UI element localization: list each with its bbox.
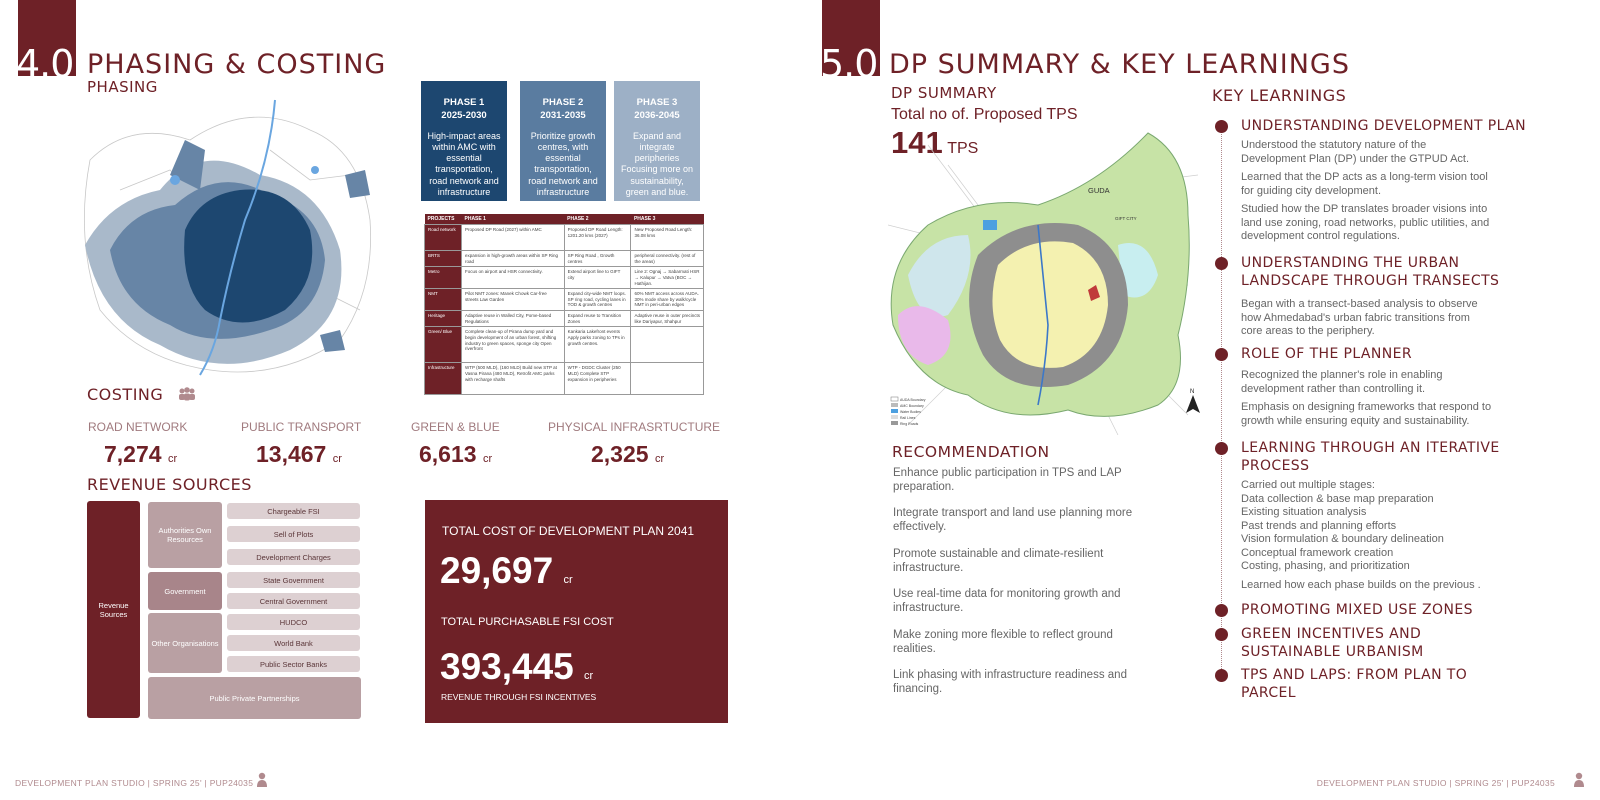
- rec-line: preparation.: [893, 481, 955, 493]
- timeline-line: [1221, 127, 1222, 677]
- learning-line: Data collection & base map preparation: [1241, 492, 1434, 505]
- cost-label-green: GREEN & BLUE: [411, 420, 500, 434]
- cost-label-transport: PUBLIC TRANSPORT: [241, 420, 362, 434]
- rec-line: infrastructure.: [893, 562, 964, 574]
- cost-unit: cr: [332, 453, 342, 465]
- cost-value-infra: [591, 441, 664, 468]
- table-row: [425, 363, 704, 395]
- rec-line: Make zoning more flexible to reflect ground: [893, 629, 1113, 641]
- table-cell: Adaptive reuse in Walled City, Pome-based Regulations: [462, 311, 565, 327]
- tps-label: Total no of. Proposed TPS: [891, 106, 1078, 123]
- phase-1-box: [421, 81, 507, 201]
- learning-title: [1241, 666, 1467, 702]
- revenue-item: Sell of Plots: [227, 526, 360, 542]
- cost-unit: cr: [167, 453, 178, 465]
- dp-summary-heading: DP SUMMARY: [891, 84, 997, 102]
- timeline-dot: [1215, 628, 1228, 641]
- table-cell: peripheral connectivity. (rest of the areas): [631, 251, 704, 267]
- learning-line: Began with a transect-based analysis to observe: [1241, 298, 1478, 310]
- table-row: [425, 311, 704, 327]
- revenue-ppp: Public Private Partnerships: [148, 677, 361, 719]
- phase-3-years: 2036-2045: [634, 109, 680, 121]
- fsi-note: REVENUE THROUGH FSI INCENTIVES: [441, 692, 597, 702]
- learning-line: Understood the statutory nature of the: [1241, 139, 1427, 151]
- legend-item: Water Bodies: [900, 410, 921, 414]
- learning-line: land use zoning, road networks, public utilities, and: [1241, 216, 1490, 229]
- learning-line: Emphasis on designing frameworks that respond to: [1241, 401, 1492, 413]
- learning-line: Studied how the DP translates broader visions into: [1241, 203, 1488, 215]
- table-cell: Road network: [425, 225, 462, 251]
- phase-2-name: PHASE 2: [542, 97, 584, 108]
- person-icon: [1573, 772, 1585, 788]
- learning-title-line: TPS AND LAPS: FROM PLAN TO: [1241, 667, 1468, 683]
- cost-label-infra: PHYSICAL INFRASRTUCTURE: [548, 420, 721, 434]
- learning-title-line: UNDERSTANDING THE URBAN: [1241, 255, 1460, 271]
- total-cost-unit: cr: [563, 574, 573, 586]
- table-cell: expansion in high-growth areas within SP Ring road: [462, 251, 565, 267]
- table-row: [425, 289, 704, 311]
- table-cell: Adaptive reuse in outer precincts like Dariyapur, Shahpur: [631, 311, 704, 327]
- table-header: PHASE 3: [631, 214, 704, 225]
- learning-line: Past trends and planning efforts: [1241, 519, 1397, 532]
- section-4-number: 4.0: [16, 42, 74, 86]
- learning-title: PROMOTING MIXED USE ZONES: [1241, 602, 1473, 618]
- recommendation-item: [893, 668, 1127, 696]
- north-label: N: [1190, 389, 1195, 395]
- map-legend: [891, 397, 926, 426]
- rec-line: infrastructure.: [893, 602, 964, 614]
- revenue-item: HUDCO: [227, 614, 360, 630]
- section-4-title: PHASING & COSTING: [87, 49, 387, 80]
- recommendation-item: [893, 466, 1122, 494]
- footer-left: DEVELOPMENT PLAN STUDIO | SPRING 25' | PUP24035: [15, 778, 254, 788]
- phase-3-box: [614, 81, 700, 201]
- table-cell: Green/ Blue: [425, 327, 462, 363]
- timeline-dot: [1215, 669, 1228, 682]
- north-arrow-icon: [1186, 389, 1200, 413]
- rec-line: Link phasing with infrastructure readiness and: [893, 669, 1127, 681]
- land-use-map: [888, 125, 1206, 435]
- table-row: [425, 251, 704, 267]
- learning-line: Development Plan (DP) under the GTPUD Act.: [1241, 152, 1470, 165]
- revenue-item: Chargeable FSI: [227, 503, 360, 519]
- cost-unit: cr: [482, 453, 493, 465]
- total-cost-box: [425, 500, 728, 723]
- phase-3-desc: Expand and integrate peripheries Focusing more on sustainability, green and blue.: [620, 130, 694, 197]
- learning-title: [1241, 625, 1424, 661]
- recommendation-item: [893, 587, 1121, 615]
- tps-unit: TPS: [947, 140, 979, 157]
- learning-body: [1241, 298, 1478, 339]
- recommendation-item: [893, 628, 1113, 656]
- rec-line: realities.: [893, 643, 936, 655]
- learning-line: Learned how each phase builds on the previous .: [1241, 578, 1481, 591]
- rec-line: Enhance public participation in TPS and LAP: [893, 467, 1122, 479]
- revenue-item: State Government: [227, 572, 360, 588]
- learning-line: Learned that the DP acts as a long-term vision tool: [1241, 171, 1488, 183]
- table-cell: Expand reuse to Transition Zones: [564, 311, 631, 327]
- table-cell: Heritage: [425, 311, 462, 327]
- revenue-root: Revenue Sources: [87, 501, 140, 718]
- revenue-item: World Bank: [227, 635, 360, 651]
- legend-item: AUDA Boundary: [900, 398, 926, 402]
- legend-item: AMC Boundary: [900, 404, 924, 408]
- rec-line: Promote sustainable and climate-resilient: [893, 548, 1104, 560]
- table-cell: Complete clean-up of Pirana dump yard and begin development of an urban forest, shifting industry to green spaces, sponge city Open riverfront: [462, 327, 565, 363]
- table-cell: WTP (500 MLD), (160 MLD) Build new STP at Vasna Pirana (480 MLD), Retrofit AMC parks with recharge shafts: [462, 363, 565, 395]
- total-cost-label: TOTAL COST OF DEVELOPMENT PLAN 2041: [442, 524, 695, 538]
- footer-right: DEVELOPMENT PLAN STUDIO | SPRING 25' | PUP24035: [1316, 778, 1555, 788]
- table-header: PROJECTS: [425, 214, 462, 225]
- table-cell: Pilot NMT zones: Manek Chowk Car-free streets Law Garden: [462, 289, 565, 311]
- table-row: [425, 267, 704, 289]
- phase-1-name: PHASE 1: [443, 97, 485, 108]
- learning-body: [1241, 479, 1481, 592]
- learning-title-line: SUSTAINABLE URBANISM: [1241, 644, 1424, 660]
- learning-title: [1241, 439, 1500, 475]
- section-5-number: 5.0: [820, 42, 878, 86]
- timeline-dot: [1215, 442, 1228, 455]
- phasing-map: [70, 80, 380, 380]
- recommendation-heading: RECOMMENDATION: [892, 443, 1050, 461]
- learning-title-line: GREEN INCENTIVES AND: [1241, 626, 1422, 642]
- people-icon: [178, 387, 196, 401]
- cost-number: 7,274: [104, 441, 162, 467]
- person-icon: [256, 772, 268, 788]
- revenue-item: Public Sector Banks: [227, 656, 360, 672]
- recommendation-item: [893, 547, 1103, 575]
- rec-line: Use real-time data for monitoring growth and: [893, 588, 1121, 600]
- revenue-group-other: Other Organisations: [148, 613, 222, 673]
- revenue-heading: REVENUE SOURCES: [87, 475, 252, 494]
- learning-line: core areas to the periphery.: [1241, 325, 1375, 337]
- revenue-group-own: Authorities Own Resources: [148, 502, 222, 568]
- phase-3-name: PHASE 3: [636, 97, 678, 108]
- timeline-dot: [1215, 348, 1228, 361]
- table-cell: WTP - DGDC Cluster (250 MLD) Complete STP expansion in peripheries: [564, 363, 631, 395]
- cost-label-road: ROAD NETWORK: [88, 420, 188, 434]
- cost-number: 13,467: [256, 441, 327, 467]
- table-cell: Metro: [425, 267, 462, 289]
- costing-heading: COSTING: [87, 385, 164, 404]
- learning-title-line: LANDSCAPE THROUGH TRANSECTS: [1241, 273, 1500, 289]
- learning-title-line: PARCEL: [1241, 685, 1296, 701]
- learning-line: Carried out multiple stages:: [1241, 479, 1375, 491]
- cost-number: 6,613: [419, 441, 477, 467]
- learning-line: development control regulations.: [1241, 230, 1400, 242]
- table-cell: Line 2: Ognaj → Sabarmati HSR → Kalupur → Vatva (BOC → Hathijan.: [631, 267, 704, 289]
- cost-number: 2,325: [591, 441, 649, 467]
- fsi-cost-number: 393,445: [440, 646, 574, 687]
- learning-line: growth while ensuring equity and sustainability.: [1241, 414, 1470, 427]
- learning-line: Recognized the planner's role in enabling: [1241, 369, 1443, 381]
- learning-line: Costing, phasing, and prioritization: [1241, 560, 1410, 572]
- table-cell: Infrastructure: [425, 363, 462, 395]
- revenue-group-government: Government: [148, 572, 222, 610]
- revenue-item: Development Charges: [227, 549, 360, 565]
- learning-line: Vision formulation & boundary delineation: [1241, 533, 1444, 545]
- cost-value-road: [104, 441, 177, 468]
- phase-2-desc: Prioritize growth centres, with essential transportation, road network and infrastructure: [528, 130, 598, 197]
- learning-title-line: LEARNING THROUGH AN ITERATIVE: [1241, 440, 1500, 456]
- table-row: [425, 225, 704, 251]
- learning-body: [1241, 139, 1489, 244]
- tps-number: 141: [891, 125, 943, 160]
- table-cell: New Proposed Road Length: 36.08 kms: [631, 225, 704, 251]
- table-header: PHASE 1: [462, 214, 565, 225]
- fsi-cost-unit: cr: [584, 670, 594, 682]
- total-cost-value: [440, 550, 573, 592]
- table-cell: Kankaria Lakefront events Apply parks zoning to TPs in growth centres.: [564, 327, 631, 363]
- learning-title-line: PROCESS: [1241, 458, 1310, 474]
- table-cell: Extend airport line to GIFT city: [564, 267, 631, 289]
- cost-unit: cr: [654, 453, 665, 465]
- total-cost-number: 29,697: [440, 550, 554, 591]
- learning-line: development rather than controlling it.: [1241, 382, 1426, 395]
- key-learnings-heading: KEY LEARNINGS: [1212, 86, 1347, 105]
- revenue-item: Central Government: [227, 593, 360, 609]
- rec-line: Integrate transport and land use planning more: [893, 507, 1133, 519]
- table-cell: BRTS: [425, 251, 462, 267]
- learning-title: ROLE OF THE PLANNER: [1241, 346, 1412, 362]
- cost-value-transport: [256, 441, 342, 468]
- section-5-title: DP SUMMARY & KEY LEARNINGS: [889, 49, 1350, 80]
- learning-line: how Ahmedabad's urban fabric transitions from: [1241, 311, 1470, 324]
- phase-1-desc: High-impact areas within AMC with essential transportation, road network and infrastructure: [427, 130, 501, 197]
- legend-item: Rail Lines: [900, 416, 916, 420]
- timeline-dot: [1215, 257, 1228, 270]
- phase-2-box: [520, 81, 606, 201]
- table-row: [425, 327, 704, 363]
- recommendation-item: [893, 506, 1132, 534]
- learning-line: Conceptual framework creation: [1241, 546, 1394, 559]
- learning-line: Existing situation analysis: [1241, 506, 1367, 518]
- fsi-cost-label: TOTAL PURCHASABLE FSI COST: [441, 616, 614, 628]
- phasing-table: [424, 214, 704, 395]
- table-cell: Expand city-wide NMT loops. SP ring road, cycling lanes in TOD & growth centres: [564, 289, 631, 311]
- table-cell: 60% NMT access across AUDA. 30% mode share by walk/cycle NMT in peri-urban edges: [631, 289, 704, 311]
- timeline-dot: [1215, 120, 1228, 133]
- table-cell: Proposed DP Road Length: 1201.20 kms (2027): [564, 225, 631, 251]
- learning-title: [1241, 254, 1499, 290]
- table-cell: SP Ring Road , Growth centres: [564, 251, 631, 267]
- table-cell: NMT: [425, 289, 462, 311]
- table-cell: [631, 327, 704, 363]
- timeline-dot: [1215, 604, 1228, 617]
- learning-title: UNDERSTANDING DEVELOPMENT PLAN: [1241, 118, 1526, 134]
- table-cell: [631, 363, 704, 395]
- rec-line: effectively.: [893, 521, 947, 533]
- map-label-guda: GUDA: [1088, 186, 1110, 195]
- cost-value-green: [419, 441, 492, 468]
- learning-body: [1241, 369, 1491, 428]
- table-cell: Focus on airport and HSR connectivity.: [462, 267, 565, 289]
- phase-1-years: 2025-2030: [441, 109, 487, 121]
- learning-line: for guiding city development.: [1241, 184, 1382, 197]
- table-cell: Proposed DP Road (2027) within AMC: [462, 225, 565, 251]
- legend-item: Ring Roads: [900, 422, 919, 426]
- phasing-heading: PHASING: [87, 78, 158, 96]
- rec-line: financing.: [893, 683, 943, 695]
- map-label-gift: GIFT CITY: [1115, 216, 1137, 221]
- table-header: PHASE 2: [564, 214, 631, 225]
- fsi-cost-value: [440, 646, 593, 688]
- phase-2-years: 2031-2035: [540, 109, 586, 121]
